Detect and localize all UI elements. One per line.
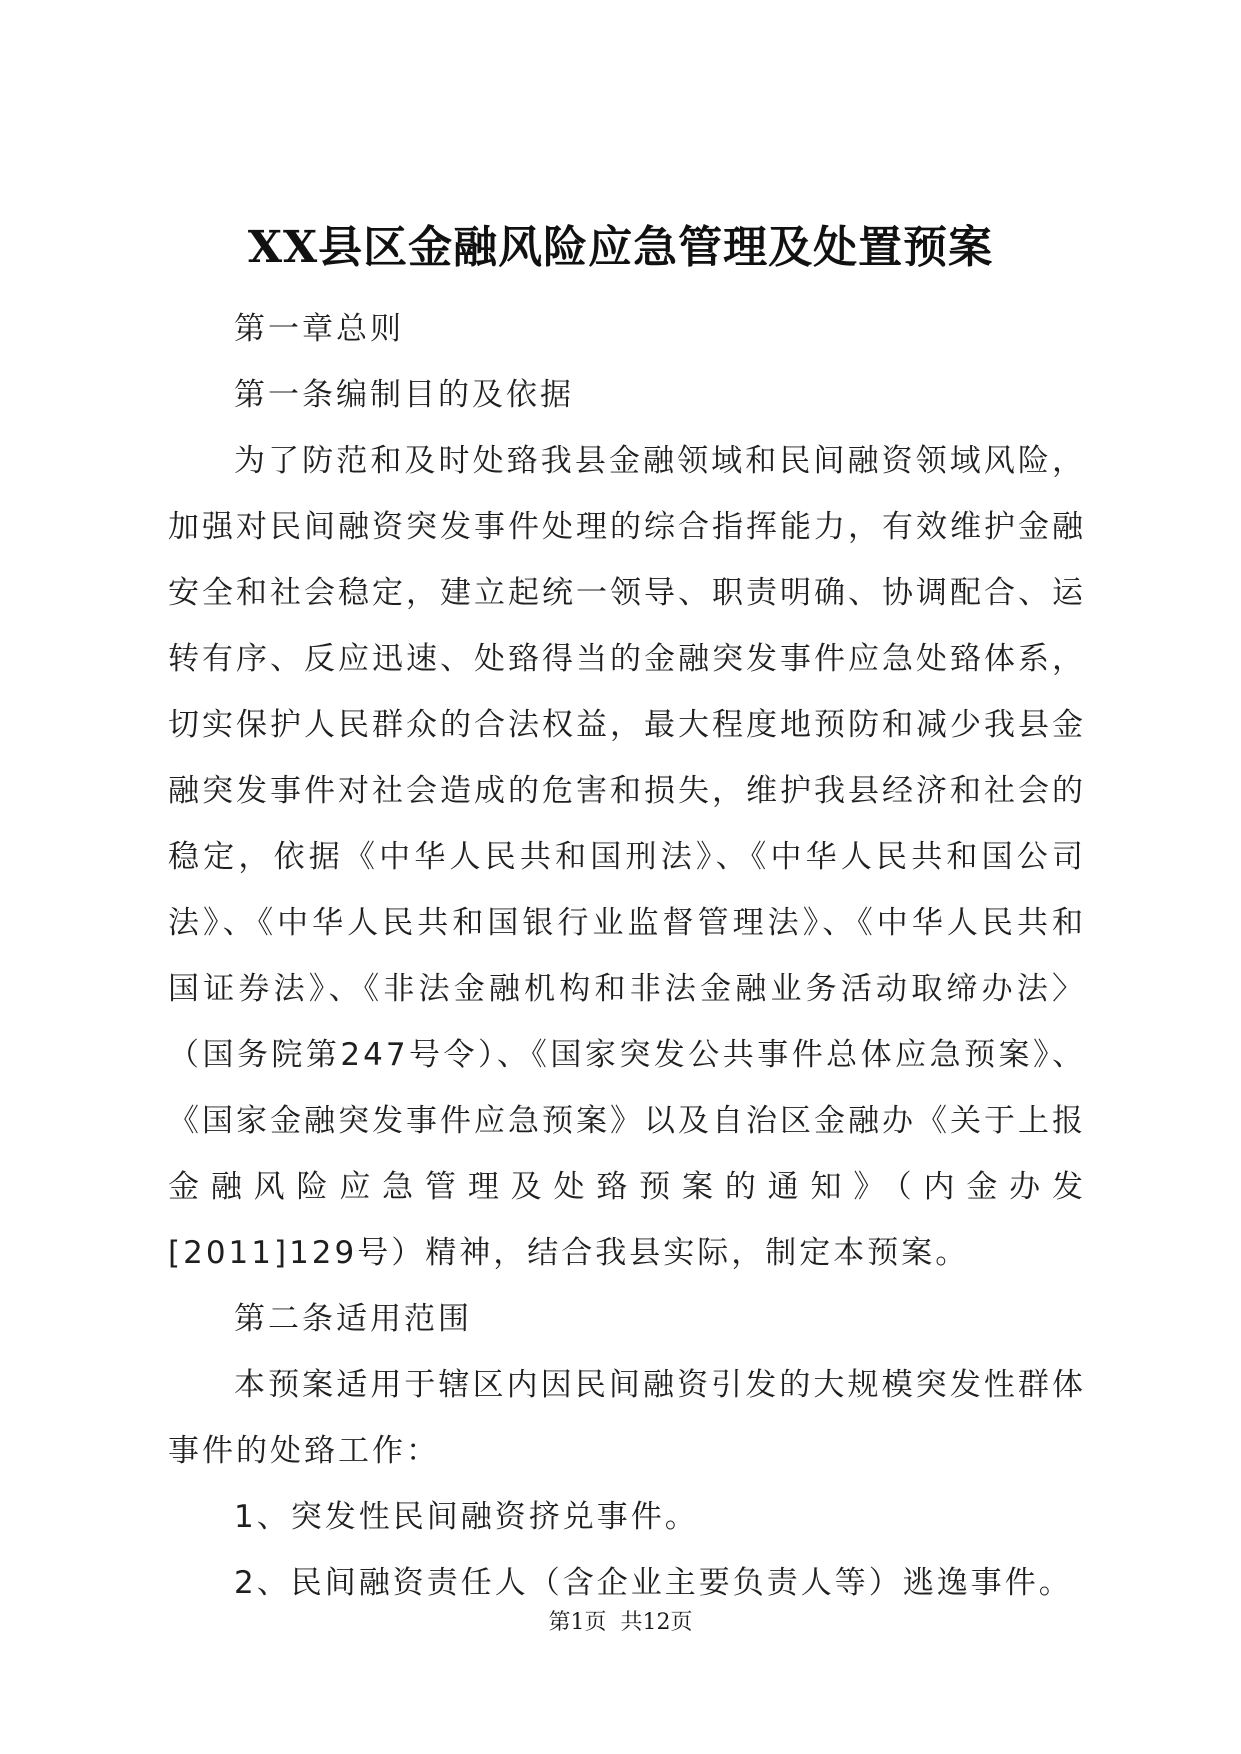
page-number: 第1页 bbox=[548, 1610, 607, 1635]
chapter-heading: 第一章总则 bbox=[234, 311, 404, 347]
document-body bbox=[168, 296, 1086, 1616]
article-heading: 第二条适用范围 bbox=[234, 1301, 472, 1337]
list-item: 1、突发性民间融资挤兑事件。 bbox=[234, 1499, 699, 1535]
article-heading: 第一条编制目的及依据 bbox=[234, 377, 574, 413]
document-title: XX县区金融风险应急管理及处置预案 bbox=[247, 222, 994, 273]
page-total: 共12页 bbox=[620, 1610, 693, 1635]
body-paragraph: 为了防范和及时处臵我县金融领域和民间融资领域风险，加强对民间融资突发事件处理的综合指挥能力，有效维护金融安全和社会稳定，建立起统一领导、职责明确、协调配合、运转有序、反应迅速、处臵得当的金融突发事件应急处臵体系，切实保护人民群众的合法权益，最大程度地预防和减少我县金融突发事件对社会造成的危害和损失，维护我县经济和社会的稳定，依据《中华人民共和国刑法》、《中华人民共和国公司法》、《中华人民共和国银行业监督管理法》、《中华人民共和国证券法》、《非法金融机构和非法金融业务活动取缔办法〉（国务院第247号令）、《国家突发公共事件总体应急预案》、《国家金融突发事件应急预案》以及自治区金融办《关于上报金融风险应急管理及处臵预案的通知》（内金办发[2011]129号）精神，结合我县实际，制定本预案。 bbox=[168, 443, 1086, 1271]
page-footer bbox=[0, 1608, 1241, 1638]
body-paragraph: 本预案适用于辖区内因民间融资引发的大规模突发性群体事件的处臵工作： bbox=[168, 1367, 1086, 1469]
list-item: 2、民间融资责任人（含企业主要负责人等）逃逸事件。 bbox=[234, 1565, 1073, 1601]
